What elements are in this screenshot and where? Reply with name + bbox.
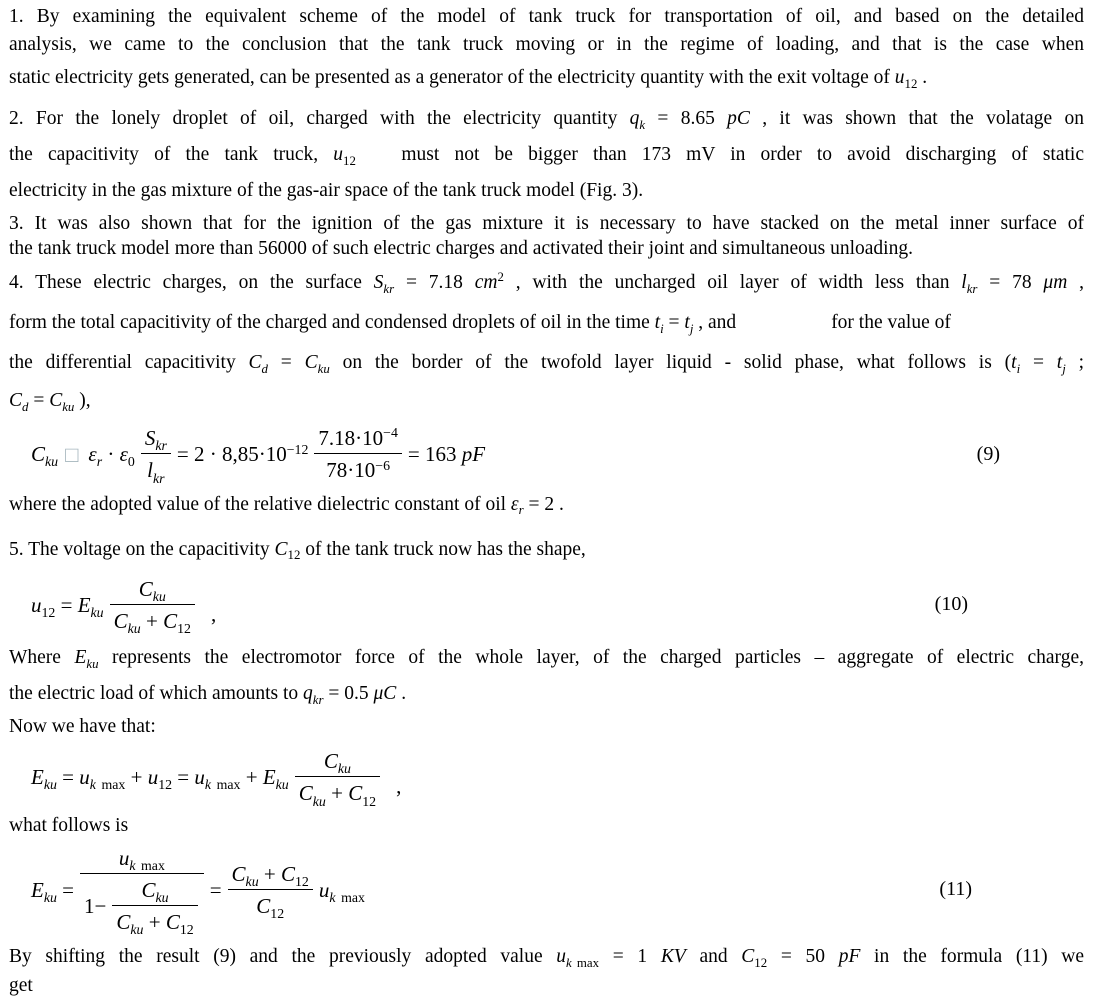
para-1-line-3: static electricity gets generated, can be presented as a generator of the electricity quantity with the exit voltage of $u_{12}$ . [9, 67, 928, 91]
para-7-line-2: get [9, 975, 33, 997]
paragraph-2 [9, 101, 1084, 209]
para-3-line-2: the tank truck model more than 56000 of such electric charges and activated their joint and simultaneous unloading. [9, 238, 913, 259]
fraction-cku-over-sum [295, 748, 380, 807]
para-4-line-2: form the total capacitivity of the charged and condensed droplets of oil in the time $t_i = t_j$ , and for the value of [9, 312, 951, 336]
eq11-ukmax: $u_{k max}$ [318, 877, 365, 906]
eq9-lhs: $C_{ku}$ [31, 442, 59, 470]
fraction-denominator: $C_{ku} + C_{12}$ [112, 905, 197, 935]
fraction-denominator: $C_{ku} + C_{12}$ [110, 604, 195, 634]
fraction-sum-over-c12 [228, 861, 313, 920]
fraction-denominator: $78\cdot 10^{-6}$ [314, 453, 402, 483]
para-6-line-1: Where $E_{ku}$ represents the electromotor force of the whole layer, of the charged particles – aggregate of electric charge, [9, 647, 1084, 671]
paragraph-6 [9, 640, 1084, 742]
para-2-line-1: 2. For the lonely droplet of oil, charged with the electricity quantity $q_k = 8.65$ pC , it was shown that the volatage on [9, 108, 1084, 132]
big-fraction [80, 845, 204, 936]
missing-glyph-box-icon: □ [65, 441, 79, 467]
fraction-denominator: $C_{12}$ [228, 889, 313, 919]
equation-eku-body [31, 748, 401, 807]
paragraph-4 [9, 263, 1084, 419]
eq10-comma: , [210, 601, 217, 626]
equation-9 [9, 425, 1084, 484]
where-note-9: where the adopted value of the relative dielectric constant of oil $\varepsilon_r = 2$ . [9, 493, 564, 518]
equation-number-9: (9) [976, 442, 1000, 465]
paragraph-7 [9, 939, 1084, 997]
eqA-lhs: $E_{ku} = u_{k max} + u_{12} = u_{k max} + E_{ku}$ [31, 765, 289, 793]
eq9-epsilons: $\varepsilon_r \cdot \varepsilon_0$ [88, 442, 135, 470]
one-minus: 1− [84, 893, 107, 918]
fraction-denominator [80, 873, 204, 936]
para-4-line-4: $C_d = C_{ku}$ ), [9, 390, 91, 414]
paragraph-3 [9, 211, 1084, 261]
nested-fraction [112, 877, 197, 936]
eqA-comma: , [396, 774, 402, 799]
eq9-middle: = $2 \cdot 8,85\cdot 10^{-12}$ [176, 441, 309, 467]
eq11-equals: = [209, 877, 222, 902]
fraction-numerator: $C_{ku}$ [138, 576, 166, 604]
fraction-numerator: $7.18\cdot 10^{-4}$ [318, 425, 398, 450]
follows-line: what follows is [9, 814, 129, 836]
eq10-lhs: $u_{12} = E_{ku}$ [31, 592, 104, 620]
fraction-denominator: $l_{kr}$ [141, 453, 171, 483]
paragraph-5: 5. The voltage on the capacitivity $C_{12}$ of the tank truck now has the shape, [9, 538, 586, 563]
para-3-line-1: 3. It was also shown that for the ignition of the gas mixture it is necessary to have stacked on the metal inner surface of [9, 213, 1084, 234]
fraction-cku-over-sum [110, 576, 195, 635]
para-7-line-1: By shifting the result (9) and the previously adopted value $u_{k max} = 1$ KV and $C_{12} = 50$ pF in the formula (11) we [9, 946, 1084, 971]
para-2-line-3: electricity in the gas mixture of the gas-air space of the tank truck model (Fig. 3). [9, 180, 644, 201]
para-6-line-2: the electric load of which amounts to $q_{kr} = 0.5$ μC . [9, 683, 407, 707]
equation-11-body [31, 845, 365, 936]
equation-9-body [31, 425, 485, 484]
fraction-numerator: $C_{ku}$ [323, 749, 351, 777]
equation-10-body [31, 576, 216, 635]
para-1-line-1: 1. By examining the equivalent scheme of the model of tank truck for transportation of oil, and based on the detailed [9, 6, 1084, 27]
equation-number-10: (10) [934, 593, 968, 616]
equation-number-11: (11) [939, 878, 972, 901]
para-1-line-2: analysis, we came to the conclusion that the tank truck moving or in the regime of loading, and that is the case when [9, 34, 1084, 55]
fraction-skr-lkr [141, 425, 171, 484]
para-2-line-2: the capacitivity of the tank truck, $u_{12}$ must not be bigger than 173 mV in order to avoid discharging of static [9, 144, 1084, 168]
para-4-line-3: the differential capacitivity $C_d = C_{ku}$ on the border of the twofold layer liquid - solid phase, what follows is ($t_i = t_j$ ; [9, 352, 1085, 376]
fraction-numerator: $u_{k max}$ [118, 845, 165, 873]
fraction-numerator: $C_{ku}$ [141, 877, 169, 906]
equation-10 [9, 576, 1084, 635]
fraction-numeric [314, 425, 402, 484]
equation-11 [9, 845, 1084, 936]
fraction-numerator: $S_{kr}$ [144, 426, 167, 454]
equation-eku [9, 748, 1084, 807]
eq9-result: = 163 pF [407, 442, 486, 467]
eq11-lhs: $E_{ku}$ = [31, 877, 75, 906]
para-4-line-1: 4. These electric charges, on the surface $S_{kr} = 7.18$ $cm^2$ , with the uncharged oil layer of width less than $l_{kr} = 78$ μm , [9, 269, 1084, 296]
paragraph-1 [9, 3, 1084, 97]
fraction-denominator: $C_{ku} + C_{12}$ [295, 776, 380, 806]
para-6-line-3: Now we have that: [9, 716, 156, 737]
fraction-numerator: $C_{ku} + C_{12}$ [231, 861, 309, 889]
